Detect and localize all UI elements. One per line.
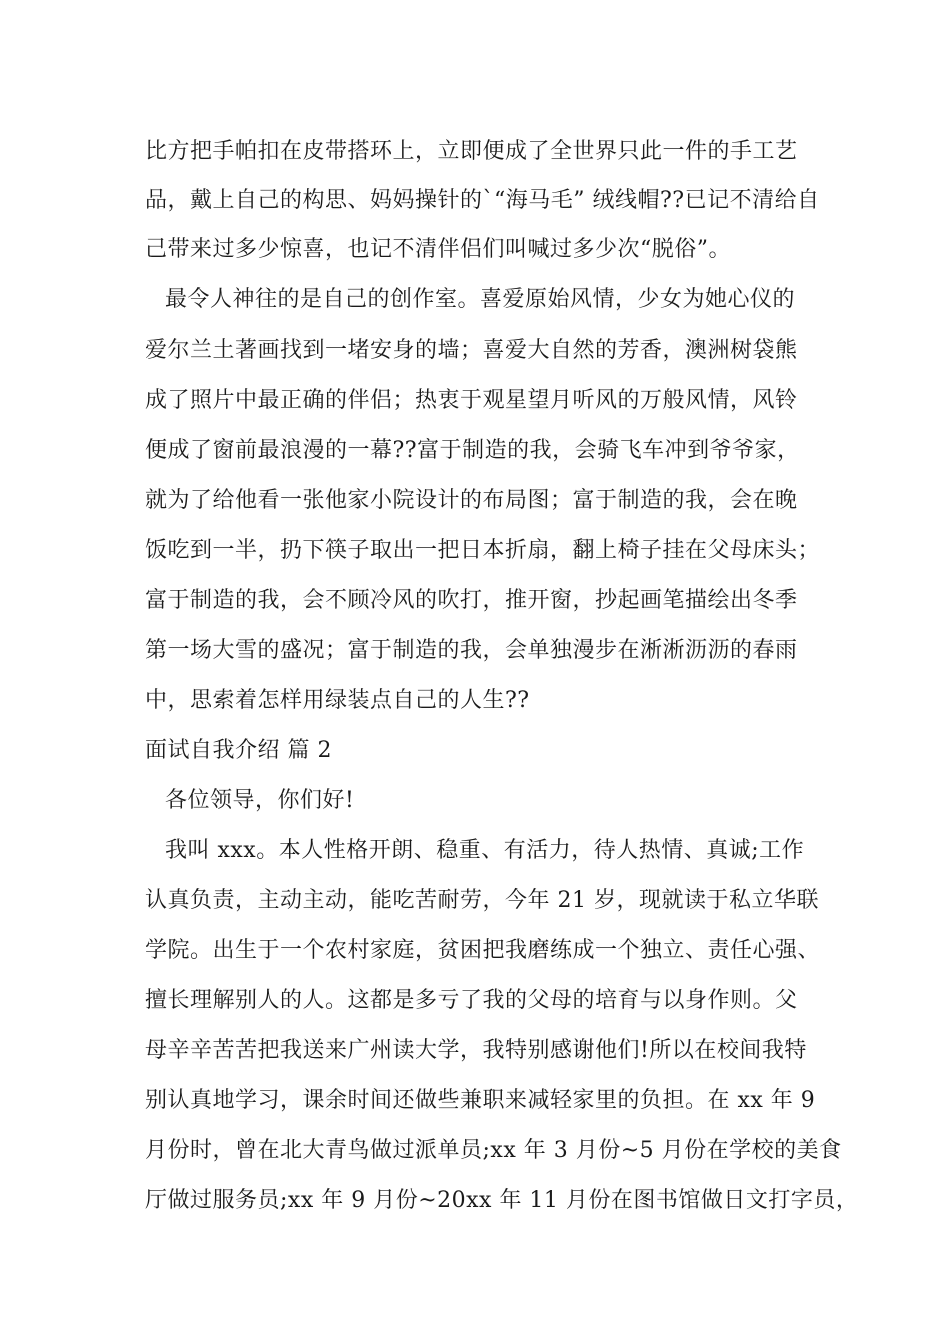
text-line: 母辛辛苦苦把我送来广州读大学，我特别感谢他们!所以在校间我特 (145, 1038, 807, 1063)
text-line: 品，戴上自己的构思、妈妈操针的`“海马毛” 绒线帽??已记不清给自 (145, 188, 820, 213)
text-line: 厅做过服务员;xx 年 9 月份~20xx 年 11 月份在图书馆做日文打字员， (145, 1188, 859, 1213)
text-line: 富于制造的我，会不顾冷风的吹打，推开窗，抄起画笔描绘出冬季 (145, 588, 798, 613)
text-line: 成了照片中最正确的伴侣；热衷于观星望月听风的万般风情，风铃 (145, 388, 798, 413)
text-line: 己带来过多少惊喜，也记不清伴侣们叫喊过多少次“脱俗”。 (145, 237, 731, 262)
text-line: 便成了窗前最浪漫的一幕??富于制造的我，会骑飞车冲到爷爷家， (145, 438, 800, 463)
section-heading: 面试自我介绍 篇 2 (145, 738, 332, 763)
text-line: 月份时，曾在北大青鸟做过派单员;xx 年 3 月份~5 月份在学校的美食 (145, 1138, 842, 1163)
text-line: 中，思索着怎样用绿装点自己的人生?? (145, 688, 530, 713)
text-line: 各位领导，你们好! (165, 788, 355, 813)
text-line: 比方把手帕扣在皮带搭环上，立即便成了全世界只此一件的手工艺 (145, 139, 798, 164)
text-line: 第一场大雪的盛况；富于制造的我，会单独漫步在淅淅沥沥的春雨 (145, 638, 798, 663)
text-line: 最令人神往的是自己的创作室。喜爱原始风情，少女为她心仪的 (165, 287, 796, 312)
text-line: 学院。出生于一个农村家庭，贫困把我磨练成一个独立、责任心强、 (145, 938, 821, 963)
text-line: 擅长理解别人的人。这都是多亏了我的父母的培育与以身作则。父 (145, 988, 798, 1013)
text-line: 别认真地学习，课余时间还做些兼职来减轻家里的负担。在 xx 年 9 (145, 1088, 816, 1113)
text-line: 就为了给他看一张他家小院设计的布局图；富于制造的我，会在晚 (145, 488, 798, 513)
text-line: 我叫 xxx。本人性格开朗、稳重、有活力，待人热情、真诚;工作 (165, 838, 805, 863)
text-line: 饭吃到一半，扔下筷子取出一把日本折扇，翻上椅子挂在父母床头； (145, 538, 821, 563)
text-line: 认真负责，主动主动，能吃苦耐劳，今年 21 岁，现就读于私立华联 (145, 888, 819, 913)
text-line: 爱尔兰土著画找到一堵安身的墙；喜爱大自然的芳香，澳洲树袋熊 (145, 338, 798, 363)
